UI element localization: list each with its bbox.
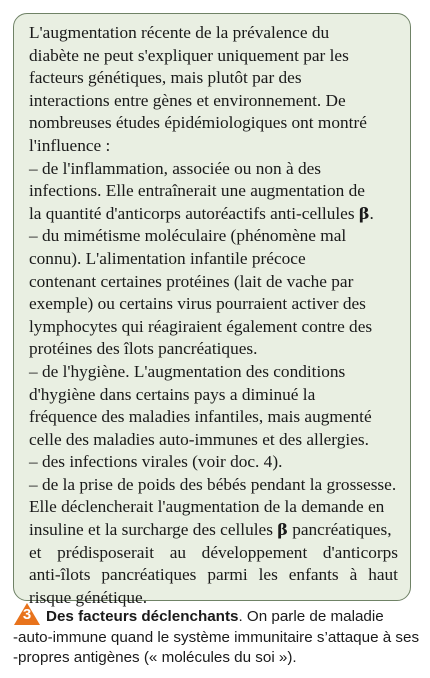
line-text: exemple) ou certains virus pourraient activer des bbox=[29, 294, 366, 314]
line-text: connu). L'alimentation infantile précoce bbox=[29, 248, 306, 268]
text-line bbox=[29, 22, 398, 45]
line-text: – de l'hygiène. L'augmentation des conditions bbox=[29, 361, 346, 381]
text-line bbox=[29, 180, 398, 203]
caption-text-1: . On parle de maladie bbox=[238, 608, 384, 625]
line-text: – de l'inflammation, associée ou non à des bbox=[29, 158, 322, 178]
text-line bbox=[29, 248, 398, 271]
text-line bbox=[29, 90, 398, 113]
text-line bbox=[29, 203, 398, 226]
line-text: – des infections virales (voir doc. 4). bbox=[29, 452, 283, 472]
line-text: fréquence des maladies infantiles, mais augmenté bbox=[29, 407, 372, 427]
line-text: la quantité d'anticorps autoréactifs anti-cellules bbox=[29, 203, 359, 223]
text-line bbox=[29, 429, 398, 452]
line-text: Elle déclencherait l'augmentation de la demande en bbox=[29, 497, 385, 517]
line-text-after: pancréatiques, bbox=[287, 520, 392, 540]
caption-line-3: -propres antigènes (« molécules du soi »). bbox=[13, 649, 297, 666]
text-line bbox=[29, 45, 398, 68]
text-line bbox=[29, 564, 398, 587]
line-text: protéines des îlots pancréatiques. bbox=[29, 339, 258, 359]
line-text: lymphocytes qui réagiraient également contre des bbox=[29, 316, 373, 336]
line-text: risque génétique. bbox=[29, 587, 148, 607]
text-line bbox=[29, 225, 398, 248]
line-text: contenant certaines protéines (lait de vache par bbox=[29, 271, 354, 291]
line-text-after: . bbox=[369, 203, 374, 223]
line-text: facteurs génétiques, mais plutôt par des bbox=[29, 68, 302, 88]
text-line bbox=[29, 451, 398, 474]
line-text: anti-îlots pancréatiques parmi les enfants à haut bbox=[29, 565, 398, 585]
text-line bbox=[29, 519, 398, 542]
line-text: nombreuses études épidémiologiques ont montré bbox=[29, 113, 367, 133]
text-line bbox=[29, 158, 398, 181]
line-text: celle des maladies auto-immunes et des allergies. bbox=[29, 429, 369, 449]
text-line bbox=[29, 316, 398, 339]
text-line bbox=[29, 361, 398, 384]
text-line bbox=[29, 338, 398, 361]
beta-symbol: β bbox=[358, 203, 370, 223]
line-text: – de la prise de poids des bébés pendant la grossesse. bbox=[29, 474, 397, 494]
text-box bbox=[13, 13, 411, 607]
line-text: L'augmentation récente de la prévalence du bbox=[29, 23, 330, 42]
line-text: infections. Elle entraînerait une augmentation de bbox=[29, 181, 365, 201]
text-line bbox=[29, 135, 398, 158]
text-line bbox=[29, 496, 398, 519]
line-text: interactions entre gènes et environnement. De bbox=[29, 90, 346, 110]
text-line bbox=[29, 67, 398, 90]
caption-line-2: -auto-immune quand le système immunitaire s’attaque à ses bbox=[13, 628, 420, 646]
text-line bbox=[29, 112, 398, 135]
caption-line-1 bbox=[13, 602, 423, 628]
line-text: d'hygiène dans certains pays a diminué la bbox=[29, 384, 316, 404]
text-line bbox=[29, 293, 398, 316]
document-number-badge bbox=[13, 602, 41, 626]
line-text: insuline et la surcharge des cellules bbox=[29, 520, 278, 540]
document-caption bbox=[13, 602, 423, 669]
text-line bbox=[29, 271, 398, 294]
beta-symbol: β bbox=[277, 520, 288, 540]
line-text: l'influence : bbox=[29, 135, 111, 155]
text-line bbox=[29, 474, 398, 497]
document-number: 3 bbox=[22, 606, 32, 623]
line-text: et prédisposerait au développement d'anticorps bbox=[29, 542, 398, 562]
body-paragraph bbox=[29, 22, 398, 609]
line-text: diabète ne peut s'expliquer uniquement par les bbox=[29, 45, 349, 65]
caption-title: Des facteurs déclenchants bbox=[46, 608, 239, 625]
text-line bbox=[29, 384, 398, 407]
line-text: – du mimétisme moléculaire (phénomène mal bbox=[29, 226, 347, 246]
text-line bbox=[29, 542, 398, 565]
text-line bbox=[29, 406, 398, 429]
